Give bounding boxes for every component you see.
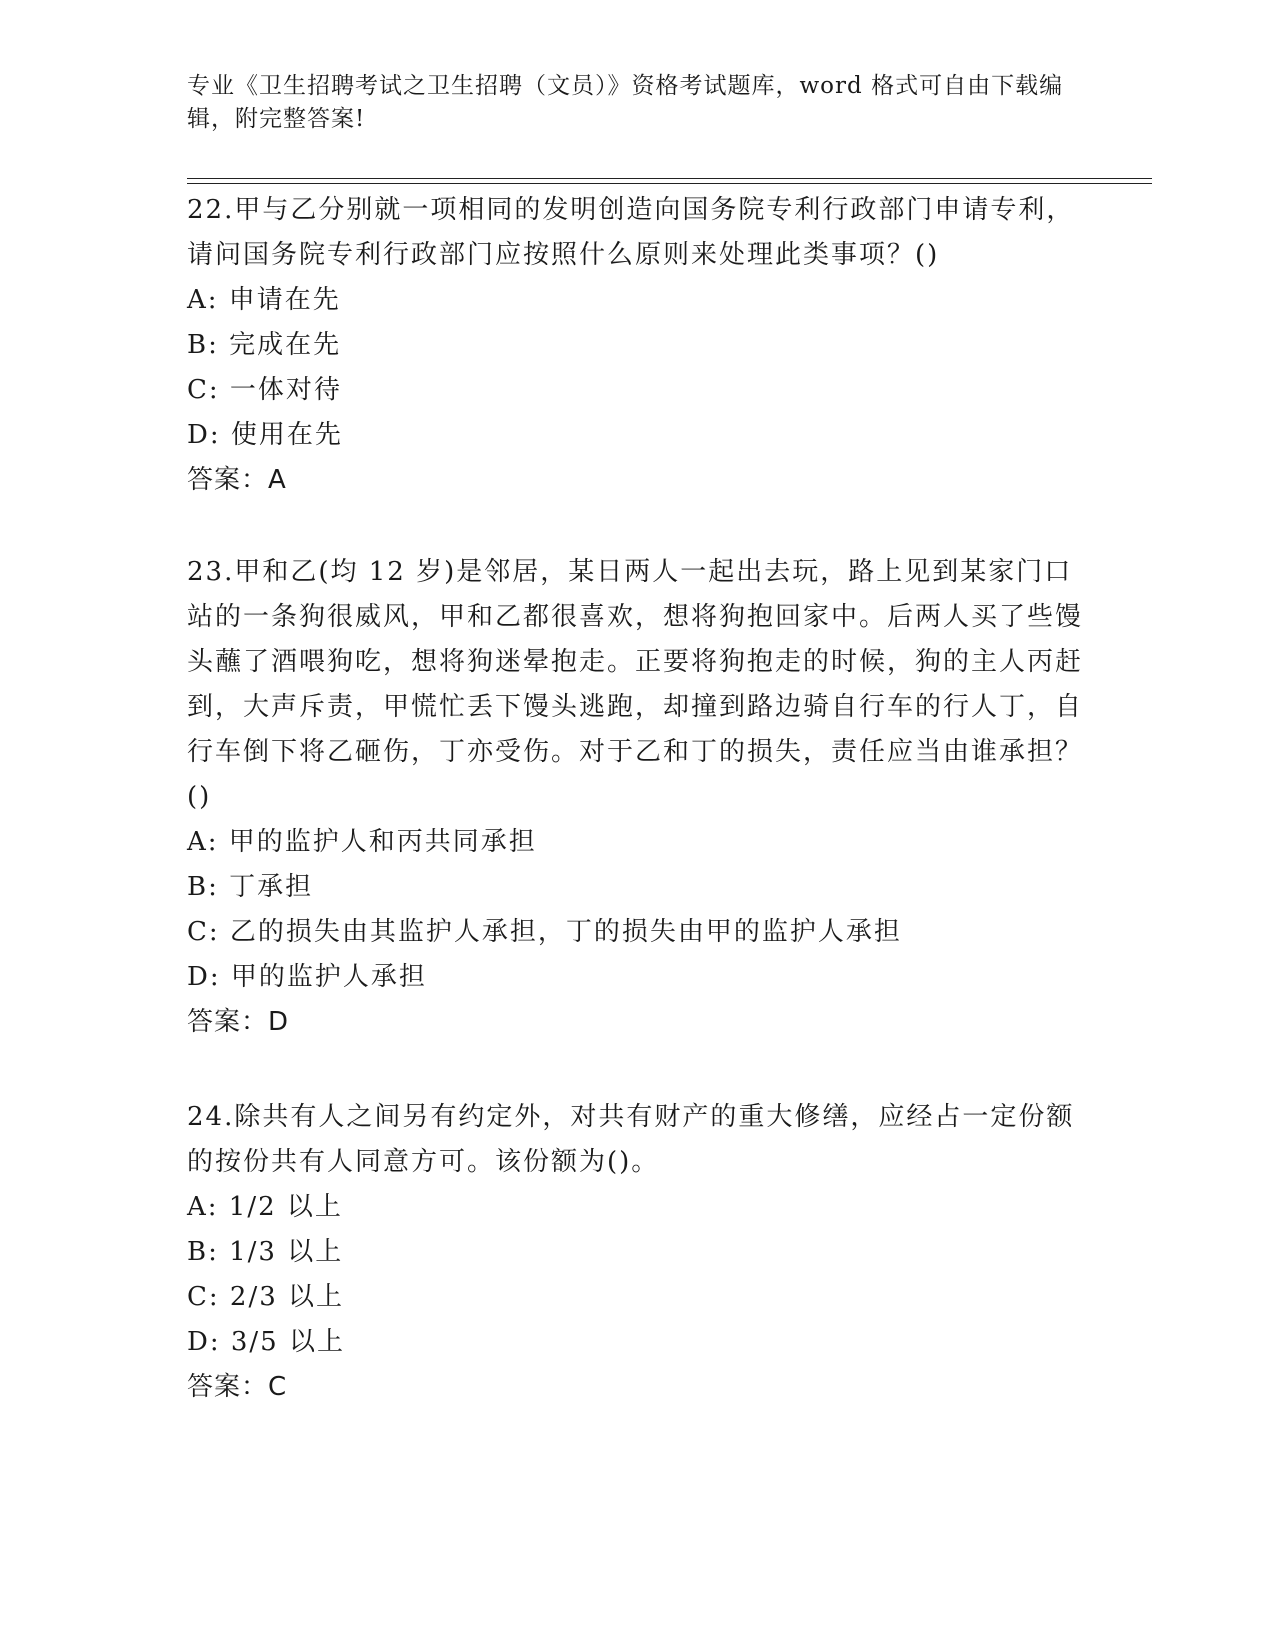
option-b: B: 丁承担 [187,872,314,902]
option-c: C: 一体对待 [187,375,342,405]
option-b: B: 1/3 以上 [187,1237,344,1267]
document-header [187,70,1067,136]
option-a: A: 1/2 以上 [187,1192,343,1222]
header-divider-bottom [187,183,1152,184]
answer-line: 答案：A [187,465,287,495]
question-stem: 22.甲与乙分别就一项相同的发明创造向国务院专利行政部门申请专利，请问国务院专利行政部门应按照什么原则来处理此类事项？() [187,195,1075,270]
answer-line: 答案：C [187,1372,288,1402]
option-a: A: 甲的监护人和丙共同承担 [187,827,537,857]
answer-line: 答案：D [187,1007,290,1037]
option-d: D: 3/5 以上 [187,1327,345,1357]
question-stem: 24.除共有人之间另有约定外，对共有财产的重大修缮，应经占一定份额的按份共有人同意方可。该份额为()。 [187,1102,1075,1177]
option-b: B: 完成在先 [187,330,342,360]
option-c: C: 乙的损失由其监护人承担，丁的损失由甲的监护人承担 [187,917,902,947]
option-c: C: 2/3 以上 [187,1282,345,1312]
question-22 [187,188,1087,503]
header-intro-text: 专业《卫生招聘考试之卫生招聘（文员）》资格考试题库，word 格式可自由下载编辑，附完整答案! [187,73,1064,132]
question-stem: 23.甲和乙(均 12 岁)是邻居，某日两人一起出去玩，路上见到某家门口站的一条狗很威风，甲和乙都很喜欢，想将狗抱回家中。后两人买了些馒头蘸了酒喂狗吃，想将狗迷晕抱走。正要将狗抱走的时候，狗的主人丙赶到，大声斥责，甲慌忙丢下馒头逃跑，却撞到路边骑自行车的行人丁，自行车倒下将乙砸伤，丁亦受伤。对于乙和丁的损失，责任应当由谁承担？() [187,557,1084,812]
question-23 [187,550,1087,1045]
option-d: D: 使用在先 [187,420,343,450]
header-divider-top [187,178,1152,179]
option-a: A: 申请在先 [187,285,341,315]
option-d: D: 甲的监护人承担 [187,962,427,992]
question-24 [187,1095,1087,1410]
